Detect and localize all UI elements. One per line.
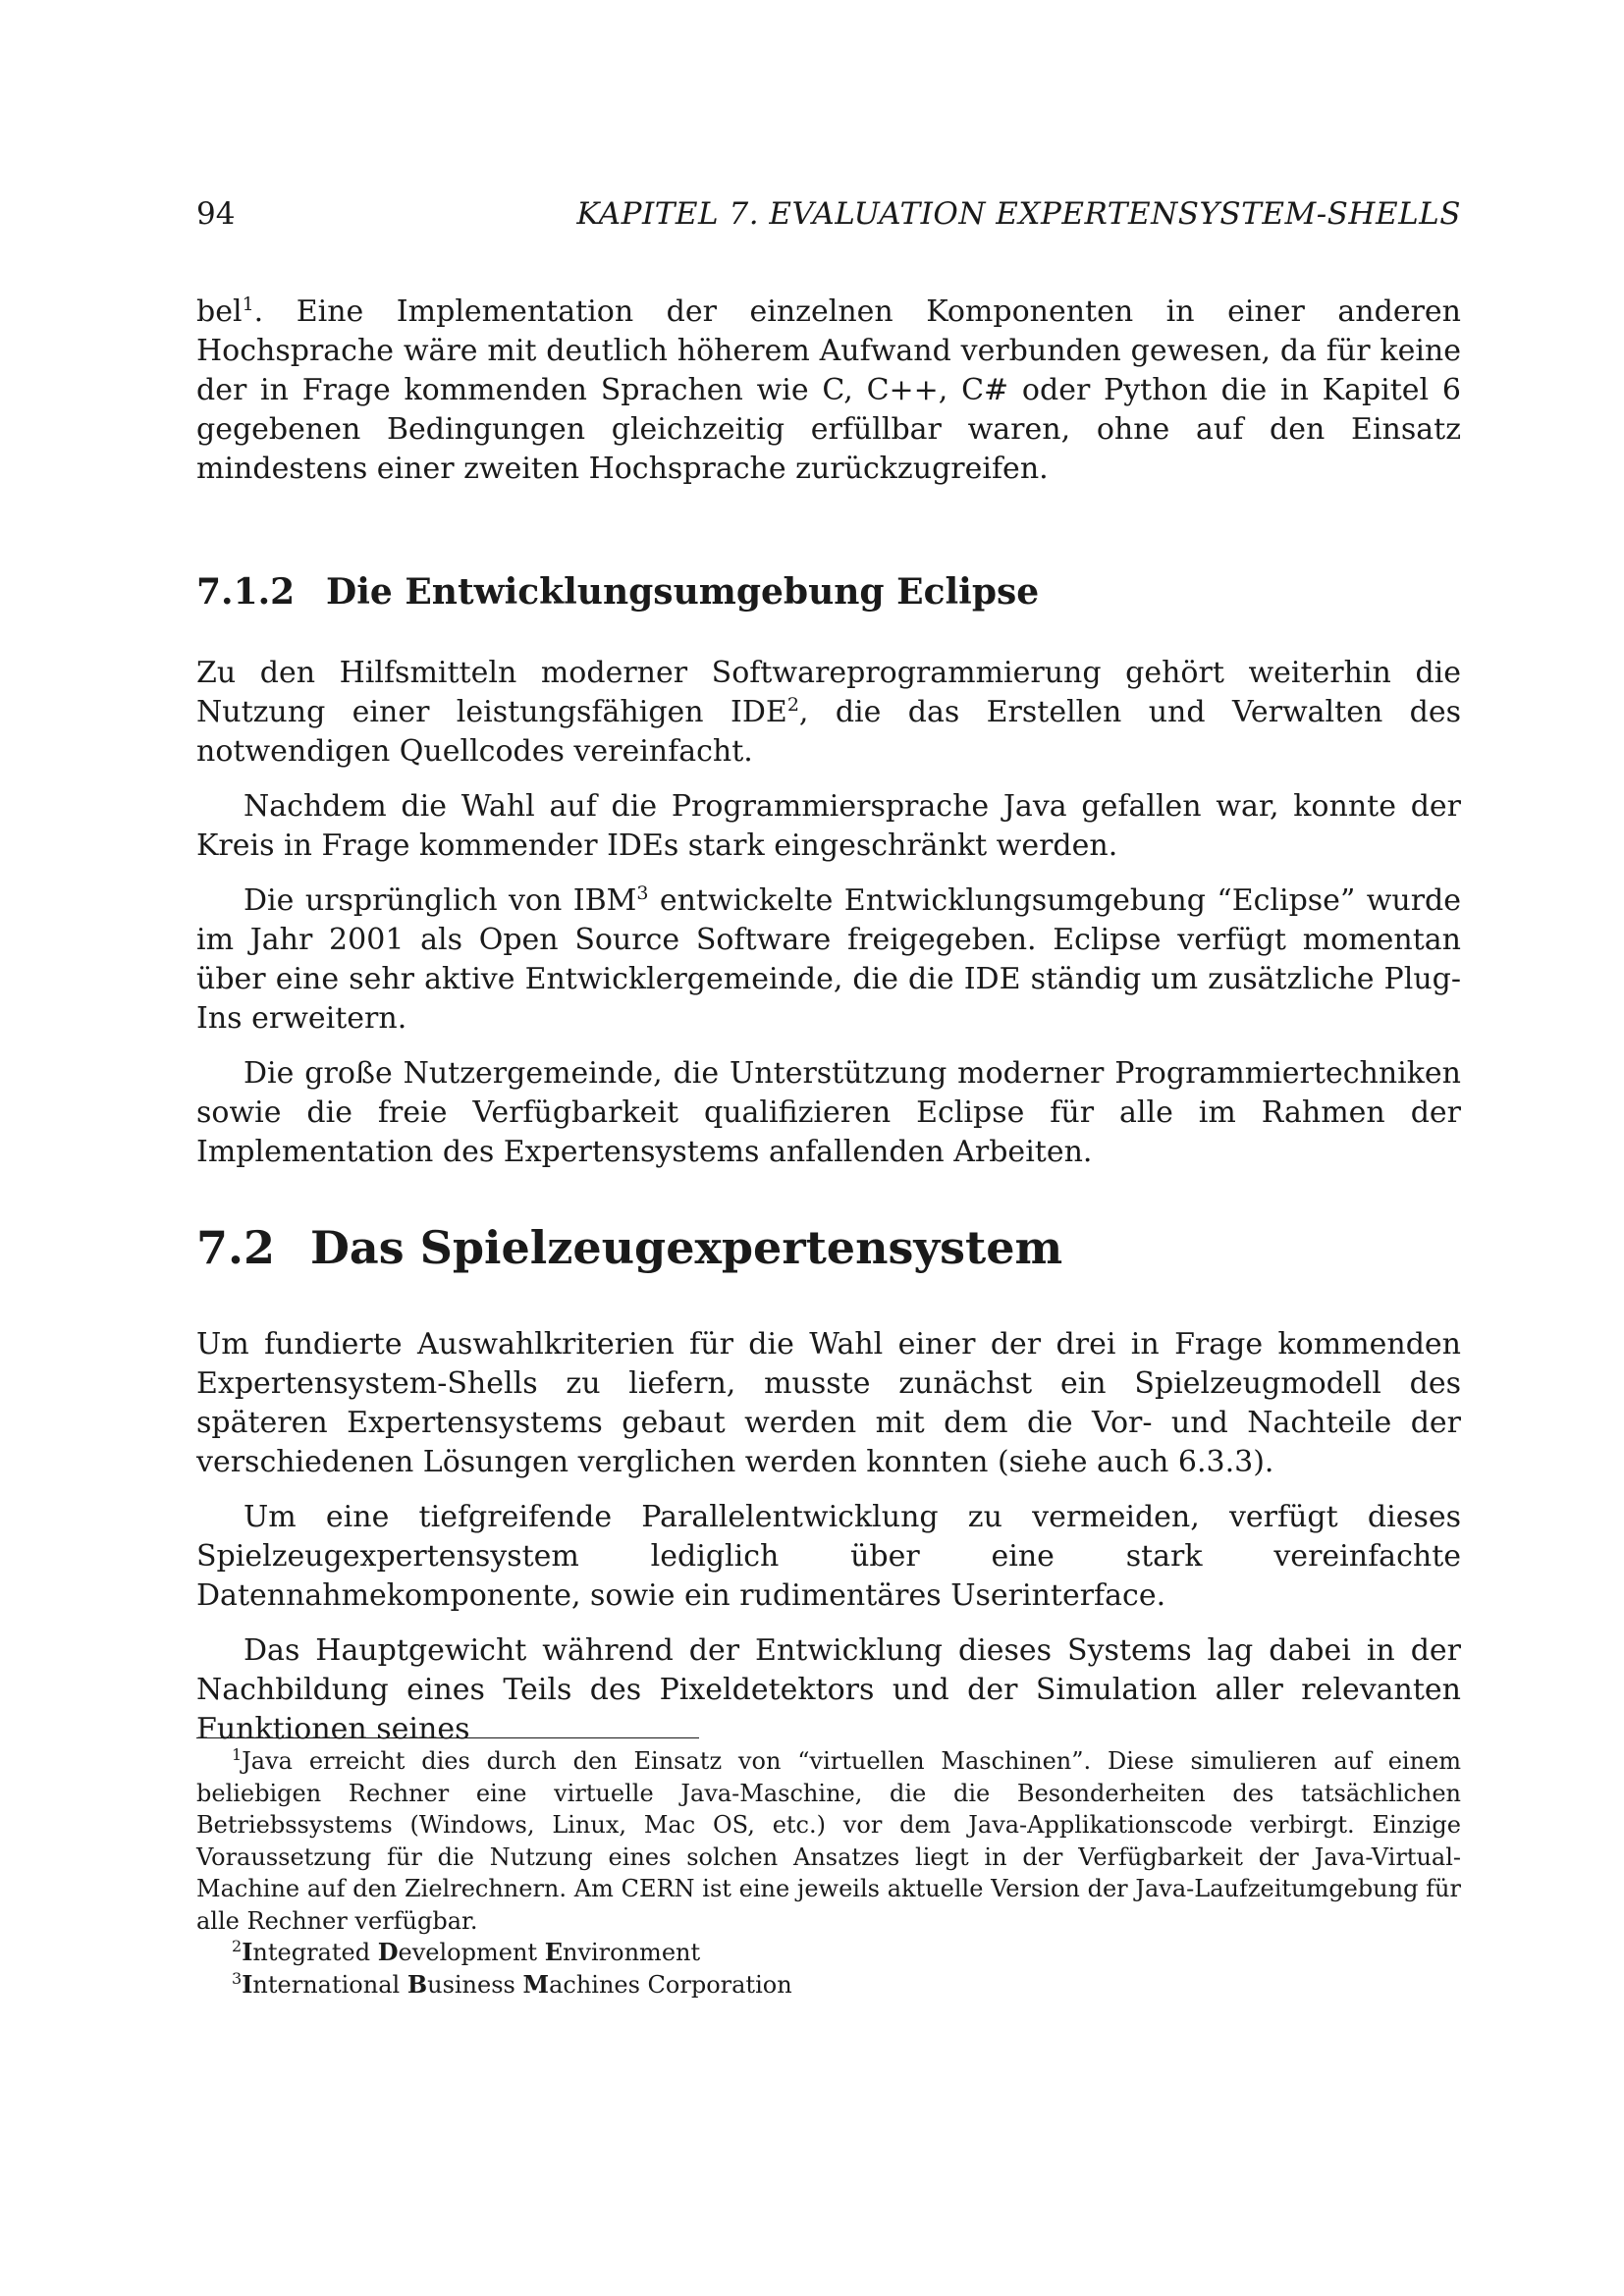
intro-text-rest: . Eine Implementation der einzelnen Komponenten in einer anderen Hochsprache wäre mit deutlich höherem Aufwand verbunden gewesen, da für keine der in Frage kommenden Sprachen wie C, C++, C# oder Python die in Kapitel 6 gegebenen Bedingungen gleichzeitig erfüllbar waren, ohne auf den Einsatz mindestens einer zweiten Hochsprache zurückzugreifen. <box>196 294 1461 486</box>
subsection-paragraph-4: Die große Nutzergemeinde, die Unterstützung moderner Programmiertechniken sowie die freie Verfügbarkeit qualifizieren Eclipse für alle im Rahmen der Implementation des Expertensystems anfallenden Arbeiten. <box>196 1056 1461 1169</box>
acronym-word-machines: achines Corporation <box>549 1970 792 1999</box>
subsection-paragraph-2: Nachdem die Wahl auf die Programmiersprache Java gefallen war, konnte der Kreis in Frage kommender IDEs stark eingeschränkt werden. <box>196 789 1461 863</box>
subsection-heading <box>196 567 1039 616</box>
section-number: 7.2 <box>196 1221 276 1274</box>
acronym-word-development: evelopment <box>398 1939 545 1966</box>
acronym-letter-e: E <box>544 1938 563 1966</box>
running-header <box>196 192 1461 236</box>
acronym-letter-b: B <box>406 1969 428 1999</box>
subsection-p1-start: Zu den Hilfsmitteln moderner Softwareprogrammierung gehört weiterhin die Nutzung einer leistungsfähigen IDE <box>196 656 1461 729</box>
running-title: KAPITEL 7. EVALUATION EXPERTENSYSTEM-SHELLS <box>576 196 1461 232</box>
subsection-number: 7.1.2 <box>196 571 296 613</box>
acronym-letter-d: D <box>377 1938 399 1966</box>
intro-block <box>196 293 1461 489</box>
acronym-letter-m: M <box>522 1969 550 1999</box>
footnote-mark-2: 2 <box>232 1937 243 1955</box>
footnote-1 <box>196 1745 1461 1937</box>
footnote-mark-1: 1 <box>232 1745 243 1764</box>
subsection-paragraph-3 <box>196 881 1461 1039</box>
acronym-word-international: nternational <box>252 1970 407 1999</box>
footnote-mark-3: 3 <box>232 1968 243 1988</box>
acronym-word-environment: nvironment <box>562 1939 701 1966</box>
footnote-3 <box>196 1969 1461 2002</box>
footnotes <box>196 1745 1461 2001</box>
footnote-1-text: Java erreicht dies durch den Einsatz von “virtuellen Maschinen”. Diese simulieren auf einem beliebigen Rechner eine virtuelle Java-Maschine, die die Besonderheiten des tatsächlichen Betriebssystems (Windows, Linux, Mac OS, etc.) vor dem Java-Applikationscode verbirgt. Einzige Voraussetzung für die Nutzung eines solchen Ansatzes liegt in der Verfügbarkeit der Java-Virtual-Machine auf den Zielrechnern. Am CERN ist eine jeweils aktuelle Version der Java-Laufzeitumgebung für alle Rechner verfügbar. <box>196 1747 1461 1935</box>
acronym-word-integrated: ntegrated <box>252 1939 378 1966</box>
acronym-letter-i2: I <box>242 1969 253 1999</box>
footnote-2 <box>196 1937 1461 1969</box>
section-paragraph-2: Um eine tiefgreifende Parallelentwicklung zu vermeiden, verfügt dieses Spielzeugexpertensystem lediglich über eine stark vereinfachte Datennahmekomponente, sowie ein rudimentäres Userinterface. <box>196 1500 1461 1613</box>
intro-paragraph <box>196 293 1461 489</box>
section-heading <box>196 1217 1062 1278</box>
footnote-ref-3: 3 <box>636 882 649 904</box>
acronym-word-business: usiness <box>427 1970 523 1999</box>
section-title: Das Spielzeugexpertensystem <box>310 1221 1063 1274</box>
subsection-paragraph-1 <box>196 654 1461 772</box>
section-body <box>196 1325 1461 1749</box>
subsection-p1-rest: , die das Erstellen und Verwalten des notwendigen Quellcodes vereinfacht. <box>196 695 1462 769</box>
section-paragraph-3: Das Hauptgewicht während der Entwicklung dieses Systems lag dabei in der Nachbildung eines Teils des Pixeldetektors und der Simulation aller relevanten Funktionen seines <box>196 1633 1461 1746</box>
document-page <box>196 0 1461 2296</box>
section-paragraph-1: Um fundierte Auswahlkriterien für die Wahl einer der drei in Frage kommenden Expertensystem-Shells zu liefern, musste zunächst ein Spielzeugmodell des späteren Expertensystems gebaut werden mit dem die Vor- und Nachteile der verschiedenen Lösungen verglichen werden konnten (siehe auch 6.3.3). <box>196 1327 1461 1479</box>
intro-text-start: bel <box>196 294 243 329</box>
footnote-divider <box>196 1737 699 1738</box>
page-number: 94 <box>196 196 236 232</box>
subsection-title: Die Entwicklungsumgebung Eclipse <box>326 571 1040 613</box>
acronym-letter-i: I <box>242 1938 253 1966</box>
subsection-p3-start: Die ursprünglich von IBM <box>244 883 637 918</box>
subsection-p3-rest: entwickelte Entwicklungsumgebung “Eclipse” wurde im Jahr 2001 als Open Source Software freigegeben. Eclipse verfügt momentan über eine sehr aktive Entwicklergemeinde, die die IDE ständig um zusätzliche Plug-Ins erweitern. <box>196 883 1461 1036</box>
footnote-ref-1: 1 <box>242 294 254 315</box>
subsection-body <box>196 654 1461 1172</box>
footnote-ref-2: 2 <box>786 694 799 716</box>
